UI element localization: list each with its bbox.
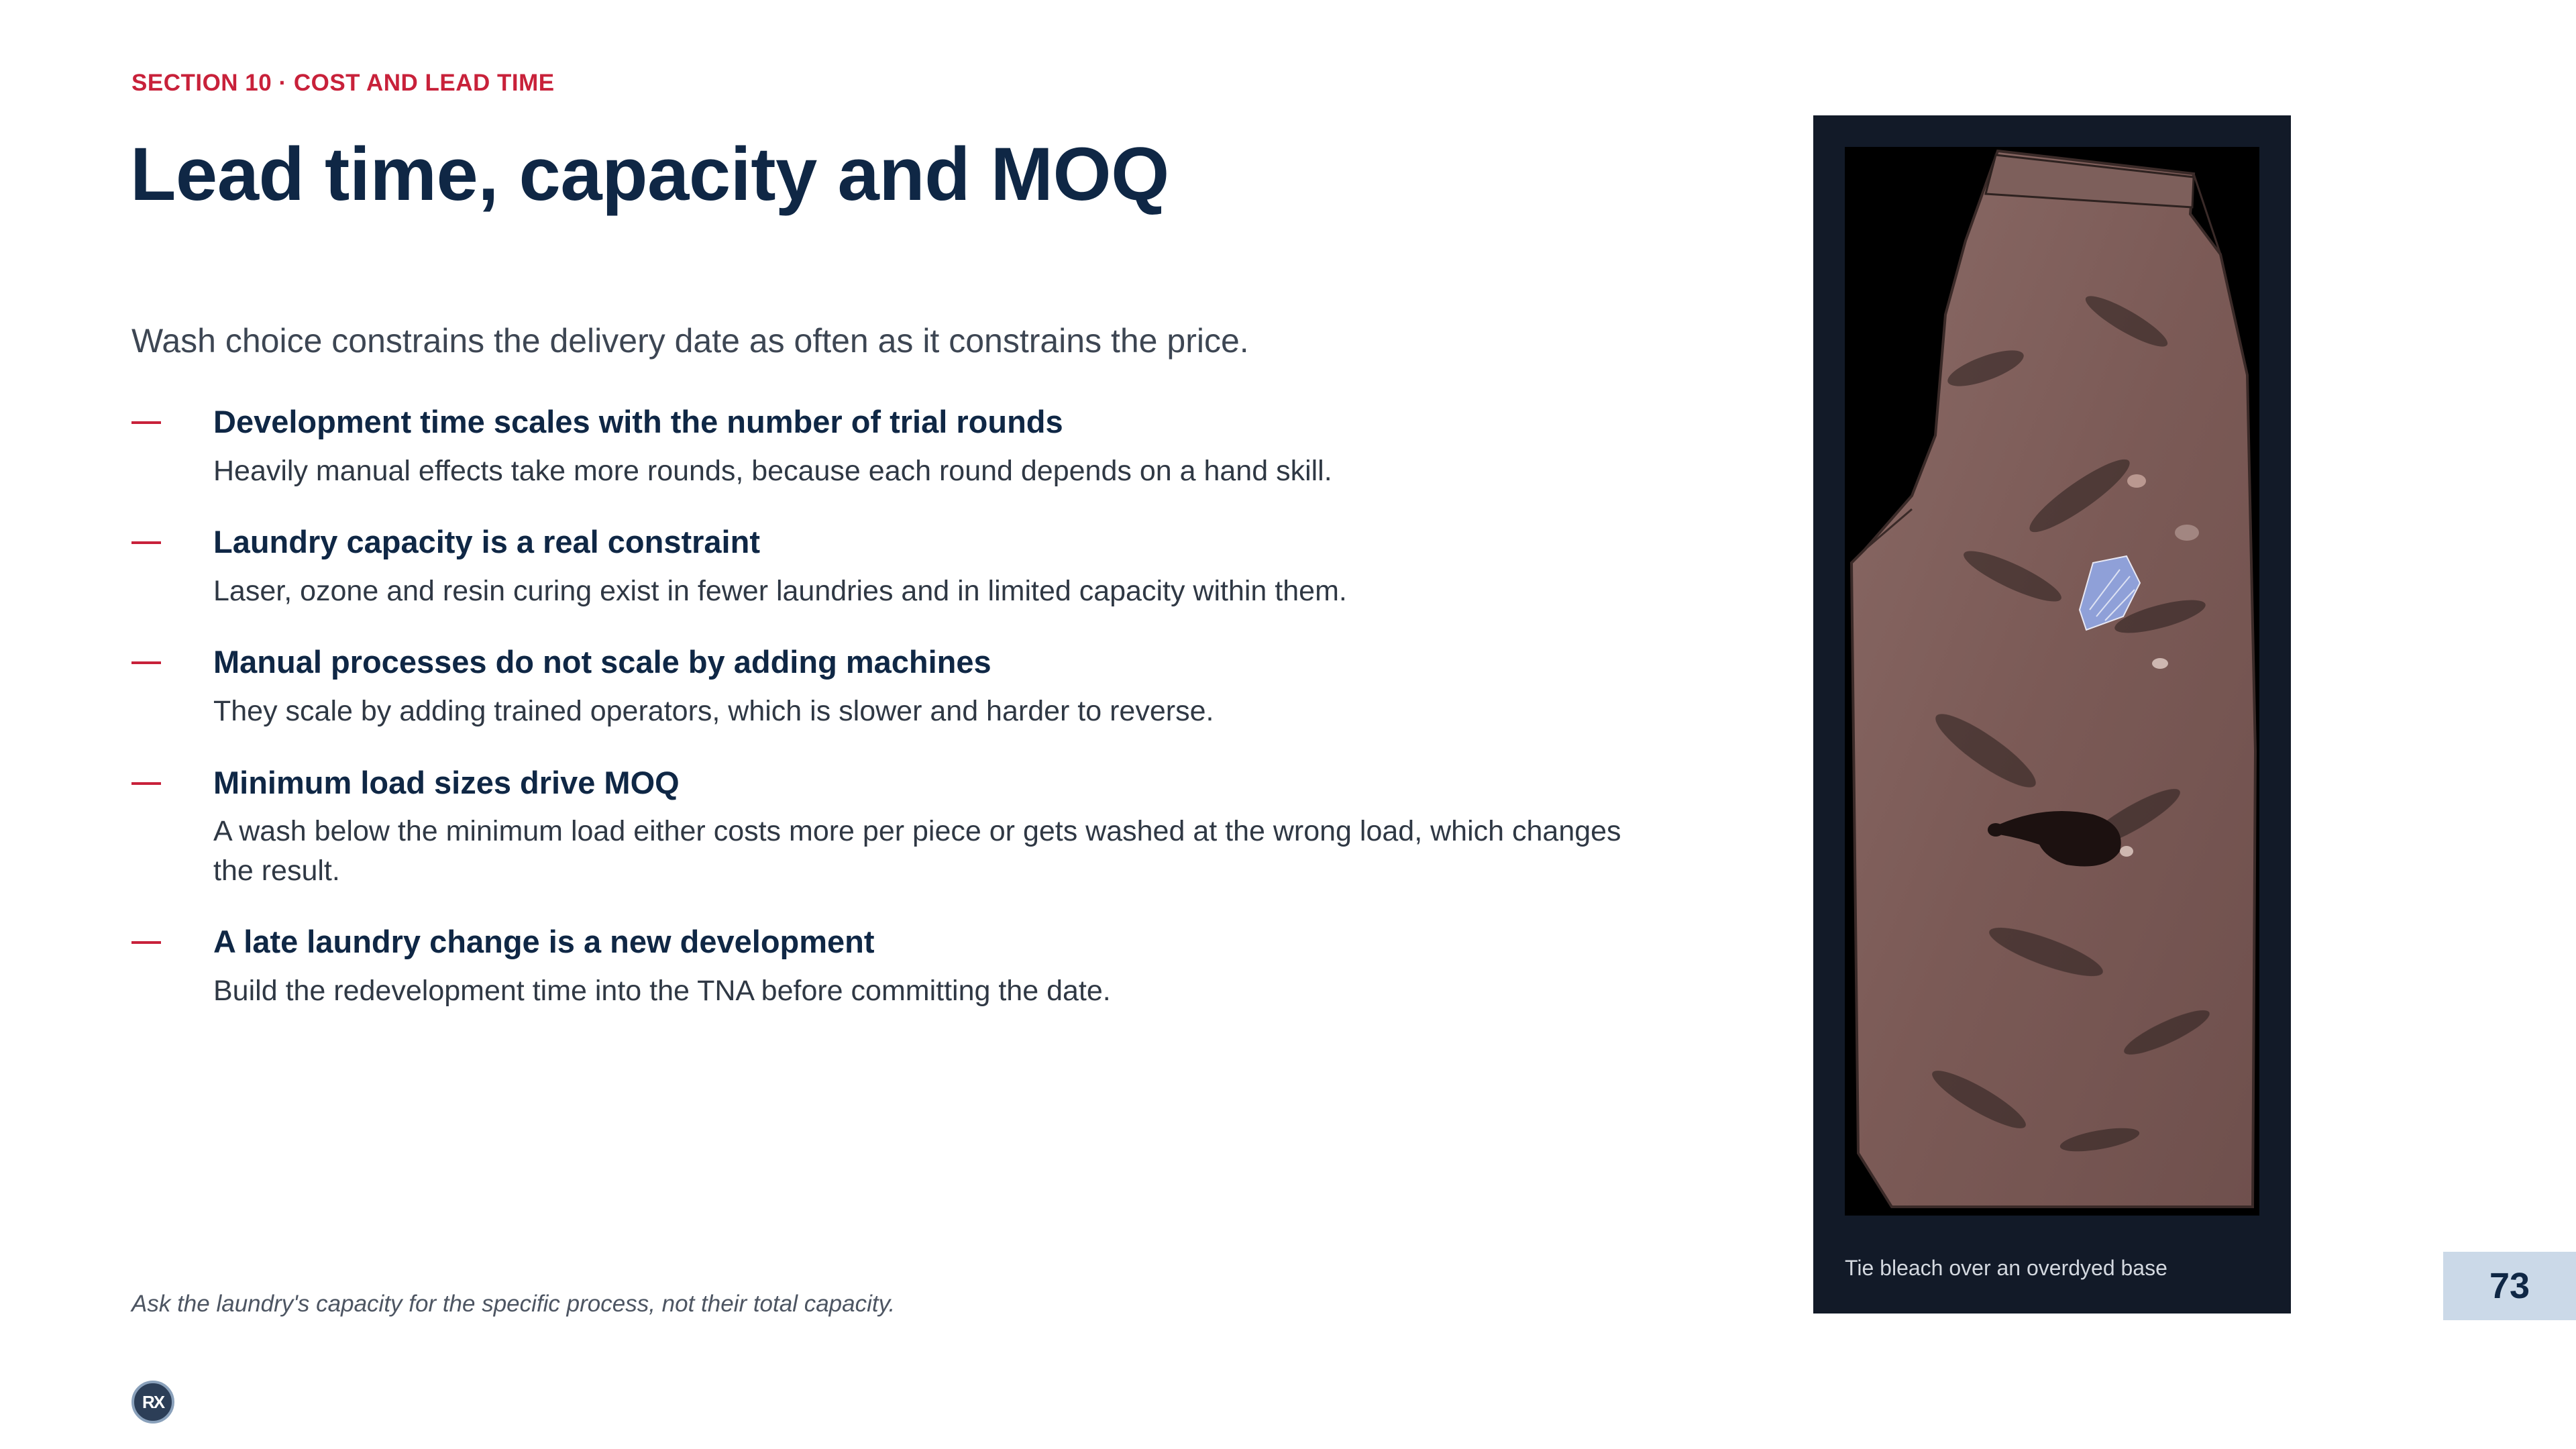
bullet-title: Development time scales with the number of trial rounds [213, 404, 1063, 439]
bullet-text: A wash below the minimum load either costs more per piece or gets washed at the wrong load, which changes the result. [213, 815, 1621, 887]
bullet-list [131, 402, 1641, 1043]
dash-icon [131, 782, 161, 785]
section-label: SECTION 10 · COST AND LEAD TIME [131, 70, 555, 96]
logo: RX [131, 1381, 174, 1424]
dash-icon [131, 941, 161, 944]
bullet-item [131, 763, 1641, 891]
bullet-item [131, 402, 1641, 490]
dash-icon [131, 541, 161, 544]
bullet-item [131, 643, 1641, 731]
page-number: 73 [2443, 1252, 2576, 1320]
bullet-text: Laser, ozone and resin curing exist in fewer laundries and in limited capacity within them. [213, 574, 1347, 607]
footnote: Ask the laundry's capacity for the specific process, not their total capacity. [131, 1291, 896, 1317]
bullet-title: Minimum load sizes drive MOQ [213, 764, 680, 800]
image-panel [1813, 115, 2291, 1313]
bullet-title: Manual processes do not scale by adding machines [213, 644, 991, 680]
bullet-item [131, 922, 1641, 1010]
bullet-title: A late laundry change is a new development [213, 924, 875, 960]
bullet-text: Build the redevelopment time into the TNA before committing the date. [213, 975, 1111, 1008]
dash-icon [131, 421, 161, 424]
lede: Wash choice constrains the delivery date as often as it constrains the price. [131, 322, 1249, 360]
page-title: Lead time, capacity and MOQ [130, 132, 1169, 216]
bullet-item [131, 523, 1641, 610]
bullet-text: Heavily manual effects take more rounds, because each round depends on a hand skill. [213, 454, 1332, 487]
bullet-title: Laundry capacity is a real constraint [213, 524, 760, 560]
image-caption: Tie bleach over an overdyed base [1845, 1256, 2167, 1280]
bullet-text: They scale by adding trained operators, which is slower and harder to reverse. [213, 695, 1214, 728]
tie-bleach-jeans-photo-icon [1845, 147, 2259, 1216]
photo-frame [1845, 147, 2259, 1216]
dash-icon [131, 661, 161, 664]
